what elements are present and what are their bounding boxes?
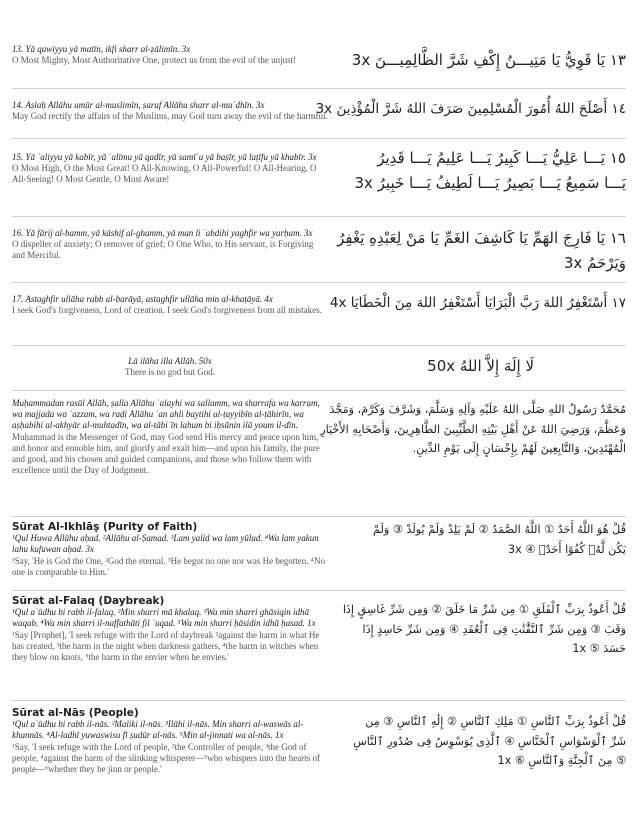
dua-13-arabic: ١٣ يَا قَوِيُّ يَا مَتِيـــنُ إِكْفِ شَرَّ الظَّالِمِيـــنَ 3x [351,51,626,69]
surah-falaq-arabic-block [334,600,626,659]
surah-falaq-arabic-line: وَقَبَ ③ وَمِن شَرِّ ٱلنَّفَّٰثَٰتِ فِى ٱلْعُقَدِ ④ وَمِن شَرِّ حَاسِدٍ إِذَا [362,622,626,636]
dua-17 [12,294,328,316]
divider [12,345,626,346]
surah-falaq-heading: Sūrat al-Falaq (Daybreak) [12,595,165,607]
dua-16-arabic-line-1: ١٦ يَا فَارِجَ الهَمِّ يَا كَاشِفَ الغَمِّ يَا مَنْ لِعَبْدِهِ يَغْفِرُ [337,229,626,247]
salawat-arabic-line: الْمُهْتَدِينَ، وَالتَّابِعِينَ لَهُمْ بِإِحْسَانٍ إِلَى يَوْمِ الدِّينِ. [412,442,626,455]
surah-nas-arabic-line: شَرِّ ٱلْوَسْوَاسِ ٱلْخَنَّاسِ ④ ٱلَّذِى يُوَسْوِسُ فِى صُدُورِ ٱلنَّاسِ [353,734,626,748]
salawat-transliteration: Muḥammadun rasūl Allāh, ṣalla Allāhu ʿalayhi wa sallamm, wa sharrafa wa karram, wa majjada wa ʿazzam, wa raḍi Allāhu ʿan ahli baytihi al-ṭayyibīn al-ṭāhirīn, wa aṣḥabihi al-akhyār al-muhtadīn, wa al-tābiʿīn lahum bi iḥsānin ilā youm il-dīn. [12,398,320,431]
divider [12,516,626,517]
dua-14-transliteration: 14. Aṣlaḥ Allāhu umūr al-muslimīn, ṣaraf Allāhu sharr al-muʾdhīn. 3x [12,100,265,110]
tahlil-arabic: لَا إِلَهَ إِلاَّ اللهُ 50x [427,357,534,375]
surah-falaq-arabic-line: قُلْ أَعُوذُ بِرَبِّ ٱلْفَلَقِ ① مِن شَرِّ مَا خَلَقَ ② وَمِن شَرِّ غَاسِقٍ إِذَا [342,603,626,616]
surah-nas [12,708,328,775]
surah-nas-arabic-line: ⑤ مِنَ ٱلْجِنَّةِ وَٱلنَّاسِ ⑥ 1x [497,754,626,767]
dua-16-transliteration: 16. Yā fārij al-hamm, yā kāshif al-ghamm, yā man li ʿabdihi yaghfir wa yarḥam. 3x [12,228,313,238]
surah-ikhlas-arabic-line: يَكُن لَّهُۥ كُفُوًا أَحَدٌۢ ④ 3x [508,542,626,556]
surah-ikhlas-heading: Sūrat Al-Ikhlāṣ (Purity of Faith) [12,521,198,533]
dua-16-arabic-block [334,226,626,276]
surah-nas-transliteration: ¹Qul aʿūdhu bi rabb il-nās. ²Maliki il-nās. ³Ilāhi il-nās. Min sharri al-waswās al-khannās. ⁴Al-ladhī yuwaswisu fī ṣudūr al-nās. ⁵Min al-jinnati wa al-nās. 1x [12,719,304,741]
surah-ikhlas-translation: ¹Say, 'He is God the One, ²God the eternal. ³He begot no one nor was He begotten. ⁴No one is comparable to Him.' [12,555,325,577]
surah-nas-arabic-line: قُلْ أَعُوذُ بِرَبِّ ٱلنَّاسِ ① مَلِكِ ٱلنَّاسِ ② إِلَٰهِ ٱلنَّاسِ ③ مِن [365,715,626,728]
dua-14-arabic-block [315,98,626,120]
dua-15-arabic-line-2: يَـــا سَمِيعُ يَـــا بَصِيرُ يَـــا لَطِيفُ يَـــا خَبِيرُ 3x [354,174,626,192]
dua-16-translation: O dispeller of anxiety; O remover of grief; O One Who, to His servant, is Forgiving and Merciful. [12,239,314,261]
surah-falaq [12,596,328,663]
dua-13 [12,44,328,66]
surah-ikhlas-transliteration: ¹Qul Huwa Allāhu aḥad. ²Allāhu al-Ṣamad. ³Lam yalid wa lam yūlad. ⁴Wa lam yakun lahu kufuwan aḥad. 3x [12,533,319,555]
tahlil [12,356,328,378]
surah-ikhlas-arabic-line: قُلْ هُوَ اللَّهُ أَحَدٌ ① اللَّهُ الصَّمَدُ ② لَمْ يَلِدْ وَلَمْ يُولَدْ ③ وَلَمْ [373,523,626,536]
dua-16 [12,228,328,262]
dua-15-transliteration: 15. Yā ʿaliyyu yā kabīr, yā ʿalīmu yā qadīr, yā samīʿu yā baṣīr, yā laṭīfu yā khabīr. 3x [12,152,317,162]
dua-14-arabic: ١٤ أَصْلَحَ اللهُ أُمُورَ الْمُسْلِمِينَ صَرَفَ اللهُ شَرَّ الْمُؤْذِينَ 3x [315,101,626,117]
salawat-arabic-line: وَعَظَّمَ، وَرَضِيَ اللهُ عَنْ أَهْلِ بَيْتِهِ الطَّيِّبِينَ الطَّاهِرِينَ، وَأَصْحَابِهِ الأَخْيَارِ [320,422,626,436]
surah-falaq-arabic-line: حَسَدَ ⑤ 1x [572,642,626,655]
salawat-arabic-line: مُحَمَّدٌ رَسُولُ اللهِ صَلَّى اللهُ عَلَيْهِ وَآلِهِ وَسَلَّمَ، وَشَرَّفَ وَكَرَّمَ، وَمَجَّدَ [329,403,626,416]
salawat-arabic-block [320,400,626,459]
dua-17-arabic-block [329,292,626,314]
divider [12,88,626,89]
salawat [12,398,328,476]
divider [12,138,626,139]
surah-falaq-translation: ¹Say [Prophet], 'I seek refuge with the Lord of daybreak ²against the harm in what He has created, ³the harm in the night when darkness gathers, ⁴the harm in witches when they blow on knots, ⁵the harm in the envier when he envies.' [12,629,320,663]
dua-13-transliteration: 13. Yā qawiyyu yā matīn, ikfi sharr al-ẓālimīn. 3x [12,44,191,54]
dua-13-translation: O Most Mighty, Most Authoritative One, protect us from the evil of the unjust! [12,55,297,66]
tahlil-arabic-block [334,354,626,379]
surah-nas-heading: Sūrat al-Nās (People) [12,707,139,719]
dua-17-transliteration: 17. Astaghfir ullāha rabb al-barāyā, astaghfir ullāha min al-khaṭāyā. 4x [12,294,273,304]
dua-13-arabic-block [334,48,626,73]
salawat-translation: Muḥammad is the Messenger of God, may God send His mercy and peace upon him, and honor and ennoble him, and glorify and exalt him—and upon his family, the pure and good, and his chosen and guided companions, and those who follow them with excellence until the Day of Judgment. [12,431,320,476]
dua-15-arabic-block [334,146,626,196]
dua-17-arabic: ١٧ أَسْتَغْفِرُ اللهَ رَبَّ الْبَرَايَا أَسْتَغْفِرُ اللهَ مِنَ الْخَطَايَا 4x [329,295,626,311]
tahlil-translation: There is no god but God. [125,367,215,378]
divider [12,216,626,217]
dua-14-translation: May God rectify the affairs of the Muslims, may God turn away the evil of the harmful. [12,111,328,122]
surah-nas-arabic-block [334,712,626,771]
dua-15 [12,152,328,186]
divider [12,590,626,591]
dua-15-arabic-line-1: ١٥ يَـــا عَلِيُّ يَـــا كَبِيرُ يَـــا عَلِيمُ يَـــا قَدِيرُ [377,149,626,167]
divider [12,700,626,701]
dua-15-translation: O Most High, O the Most Great! O All-Knowing, O All-Powerful! O All-Hearing, O All-Seeing! O Most Gentle, O Most Aware! [12,163,317,185]
dua-16-arabic-line-2: وَيَرْحَمُ 3x [563,254,626,272]
surah-ikhlas [12,522,328,578]
surah-ikhlas-arabic-block [334,520,626,559]
dua-17-translation: I seek God's forgiveness, Lord of creation. I seek God's forgiveness from all mistakes. [12,305,322,316]
tahlil-transliteration: Lā ilāha illa Allāh. 50x [128,356,212,366]
dua-14 [12,100,328,122]
surah-falaq-transliteration: ¹Qul aʿūdhu bi rabb il-falaq. ²Min sharri mā khalaq. ³Wa min sharri ghāsiqin idhā waqab. ⁴Wa min sharri il-naffathāti fil ʿuqad. ⁵Wa min sharri ḥāsidin idhā ḥasad. 1x [12,607,316,629]
divider [12,390,626,391]
surah-nas-translation: ¹Say, 'I seek refuge with the Lord of people, ²the Controller of people, ³the God of people, ⁴against the harm of the slinking whisperer—⁵who whispers into the hearts of people—⁶whether they be jinn or people.' [12,741,320,775]
divider [12,282,626,283]
